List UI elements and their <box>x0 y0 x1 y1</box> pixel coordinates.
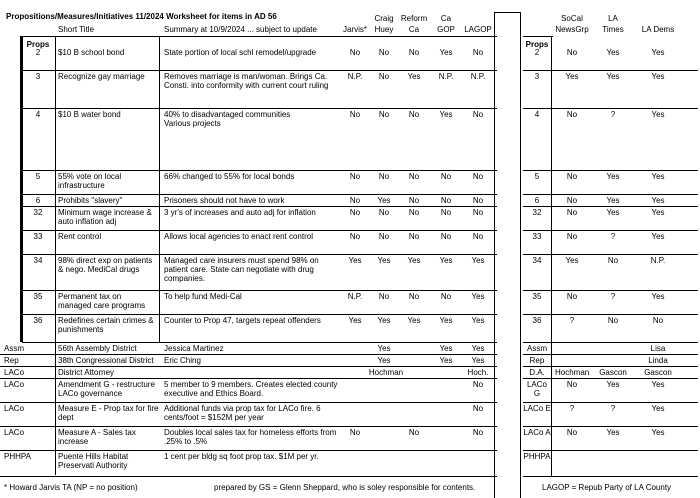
position-l: N.P. <box>470 72 486 81</box>
position-l: Yes <box>471 344 485 353</box>
race-rule <box>0 426 497 427</box>
prop-number: 6 <box>35 196 41 205</box>
prop-number-right: 2 <box>534 48 540 57</box>
position-s: ? <box>569 316 575 325</box>
position-s: No <box>566 208 578 217</box>
position-d: Yes <box>651 232 665 241</box>
prop-number-right: 34 <box>532 256 542 265</box>
position-r: No <box>408 48 420 57</box>
position-t: ? <box>610 110 616 119</box>
title-divider <box>159 36 160 342</box>
position-l: No <box>472 428 484 437</box>
prop-number: 33 <box>33 232 43 241</box>
col-reform-1: Reform <box>400 14 428 23</box>
position-h: No <box>378 292 390 301</box>
position-g: No <box>440 292 452 301</box>
position-l: Yes <box>471 316 485 325</box>
row-rule <box>22 206 497 207</box>
prop-number-right: 36 <box>532 316 542 325</box>
position-h: Yes <box>377 316 391 325</box>
position-r: No <box>408 428 420 437</box>
row-rule-right <box>523 170 698 171</box>
position-h: No <box>378 72 390 81</box>
position-t: No <box>607 316 619 325</box>
prop-summary: Removes marriage is man/woman. Brings Ca. Consti. into conformity with current court ruling <box>164 72 329 90</box>
position-j: No <box>349 172 361 181</box>
position-s: No <box>566 428 578 437</box>
row-rule-right <box>523 70 698 71</box>
col-cagop-1: Ca <box>440 14 452 23</box>
race-title: 38th Congressional District <box>58 356 154 365</box>
gap-top-rule <box>494 12 521 13</box>
race-label-right: PHHPA <box>523 452 551 461</box>
position-l: Yes <box>471 356 485 365</box>
col-latimes-1: LA <box>608 14 618 23</box>
position-l: No <box>472 232 484 241</box>
title-divider-lower <box>55 343 56 475</box>
position-s: No <box>566 292 578 301</box>
position-j: No <box>349 232 361 241</box>
race-title: Measure A - Sales tax increase <box>58 428 136 446</box>
prop-summary: 40% to disadvantaged communities Various projects <box>164 110 291 128</box>
position-t: No <box>607 256 619 265</box>
position-t: Gascon <box>599 368 627 377</box>
col-latimes-2: Times <box>602 25 624 34</box>
position-d: Yes <box>651 380 665 389</box>
position-j: No <box>349 48 361 57</box>
header-rule <box>22 36 497 37</box>
prop-number: 5 <box>35 172 41 181</box>
position-d: Yes <box>651 72 665 81</box>
props-divider <box>55 36 56 342</box>
prop-number-right: 4 <box>534 110 540 119</box>
props-right-divider <box>551 36 552 476</box>
race-label: PHHPA <box>4 452 31 461</box>
position-s: No <box>566 380 578 389</box>
col-cagop-2: GOP <box>437 25 455 34</box>
col-huey-1: Craig <box>374 14 394 23</box>
race-title: Amendment G - restructure LACo governance <box>58 380 155 398</box>
race-label: LACo <box>4 404 25 413</box>
position-g: N.P. <box>438 72 454 81</box>
position-h: Yes <box>377 356 391 365</box>
race-rule <box>0 378 497 379</box>
race-label: LACo <box>4 380 25 389</box>
prop-title: $10 B school bond <box>58 48 125 57</box>
position-r: Yes <box>407 316 421 325</box>
position-g: Yes <box>439 356 453 365</box>
race-rule-right <box>523 450 698 451</box>
position-h: No <box>378 48 390 57</box>
position-l: No <box>472 196 484 205</box>
position-j: No <box>349 428 361 437</box>
position-g: Yes <box>439 316 453 325</box>
position-g: Yes <box>439 110 453 119</box>
prop-number: 35 <box>33 292 43 301</box>
prop-summary: To help fund Medi-Cal <box>164 292 242 301</box>
position-h: No <box>378 208 390 217</box>
col-huey-2: Huey <box>374 25 394 34</box>
prop-title: Rent control <box>58 232 102 241</box>
position-l: No <box>472 172 484 181</box>
race-rule-right <box>523 366 698 367</box>
position-h: Hochman <box>368 368 404 377</box>
prop-number-right: 6 <box>534 196 540 205</box>
prop-number: 4 <box>35 110 41 119</box>
race-rule <box>0 402 497 403</box>
race-label-right: LACo G <box>526 380 547 398</box>
position-s: Yes <box>565 256 579 265</box>
col-socal-2: NewsGrp <box>555 25 589 34</box>
footer-legend: LAGOP = Repub Party of LA County <box>542 483 672 492</box>
position-s: No <box>566 48 578 57</box>
row-rule-right <box>523 254 698 255</box>
row-rule <box>22 170 497 171</box>
race-label-right: Assm <box>527 344 547 353</box>
race-rule <box>0 354 497 355</box>
col-jarvis: Jarvis* <box>342 25 367 34</box>
race-title: 56th Assembly District <box>58 344 137 353</box>
position-j: Yes <box>348 316 362 325</box>
position-g: Yes <box>439 48 453 57</box>
prop-number-right: 35 <box>532 292 542 301</box>
row-rule <box>22 70 497 71</box>
position-s: No <box>566 110 578 119</box>
header-rule-right <box>523 36 553 37</box>
race-rule-right <box>523 476 698 477</box>
position-j: N.P. <box>347 292 363 301</box>
prop-summary: Managed care insurers must spend 98% on patient care. State can negotiate with drug companies. <box>164 256 319 283</box>
position-j: No <box>349 196 361 205</box>
race-label: LACo <box>4 368 25 377</box>
prop-summary: Counter to Prop 47, targets repeat offenders <box>164 316 321 325</box>
position-g: Yes <box>439 344 453 353</box>
prop-summary: Prisoners should not have to work <box>164 196 285 205</box>
race-summary: Additional funds via prop tax for LACo fire. 6 cents/foot = $152M per year <box>164 404 321 422</box>
race-title: Puente Hills Habitat Preservati Authority <box>58 452 129 470</box>
position-d: Gascon <box>644 368 672 377</box>
position-j: Yes <box>348 256 362 265</box>
position-r: Yes <box>407 72 421 81</box>
position-l: Hoch. <box>467 368 489 377</box>
race-rule-right <box>523 354 698 355</box>
position-g: No <box>440 208 452 217</box>
prop-number-right: 3 <box>534 72 540 81</box>
race-label: LACo <box>4 428 25 437</box>
row-rule-right <box>523 290 698 291</box>
race-rule <box>0 450 497 451</box>
col-props-right: Props <box>525 40 549 49</box>
race-label-right: LACo A <box>523 428 551 437</box>
position-l: No <box>472 404 484 413</box>
position-r: No <box>408 110 420 119</box>
position-r: No <box>408 232 420 241</box>
prop-summary: State portion of local schl remodel/upgrade <box>164 48 317 57</box>
page-title: Propositions/Measures/Initiatives 11/2024 Worksheet for items in AD 56 <box>6 12 277 21</box>
prop-title: Redefines certain crimes & punishments <box>58 316 154 334</box>
prop-number-right: 32 <box>532 208 542 217</box>
prop-number-right: 5 <box>534 172 540 181</box>
position-l: Yes <box>471 292 485 301</box>
prop-title: 98% direct exp on patients & nego. MediCal drugs <box>58 256 153 274</box>
position-s: ? <box>569 404 575 413</box>
position-t: Yes <box>606 428 620 437</box>
position-t: ? <box>610 404 616 413</box>
row-rule <box>22 314 497 315</box>
position-j: No <box>349 110 361 119</box>
row-rule <box>22 254 497 255</box>
col-summary: Summary at 10/9/2024 ... subject to update <box>164 25 317 34</box>
race-title: District Attorney <box>58 368 115 377</box>
position-g: Yes <box>439 256 453 265</box>
race-rule <box>0 476 497 477</box>
position-d: Yes <box>651 404 665 413</box>
row-rule <box>22 194 497 195</box>
row-rule-right <box>523 230 698 231</box>
position-r: No <box>408 292 420 301</box>
position-h: Yes <box>377 196 391 205</box>
position-d: No <box>652 316 664 325</box>
position-r: No <box>408 196 420 205</box>
position-d: Linda <box>648 356 668 365</box>
prop-title: Recognize gay marriage <box>58 72 145 81</box>
prop-number: 3 <box>35 72 41 81</box>
race-summary: Doubles local sales tax for homeless efforts from .25% to .5% <box>164 428 337 446</box>
position-s: Yes <box>565 72 579 81</box>
footer-credit: prepared by GS = Glenn Sheppard, who is soley responsible for contents. <box>214 483 476 492</box>
position-g: No <box>440 196 452 205</box>
row-rule <box>22 342 497 343</box>
footer-note: * Howard Jarvis TA (NP = no position) <box>4 483 138 492</box>
col-ladems: LA Dems <box>641 25 675 34</box>
position-j: No <box>349 208 361 217</box>
position-t: Yes <box>606 380 620 389</box>
prop-title: Permanent tax on managed care programs <box>58 292 146 310</box>
race-label-right: LACo E <box>523 404 551 413</box>
position-r: Yes <box>407 256 421 265</box>
position-h: No <box>378 172 390 181</box>
position-j: N.P. <box>347 72 363 81</box>
row-rule-right <box>523 108 698 109</box>
race-rule-right <box>523 426 698 427</box>
race-rule-right <box>523 402 698 403</box>
race-summary: Jessica Martinez <box>164 344 224 353</box>
col-reform-2: Ca <box>408 25 420 34</box>
race-summary: 1 cent per bldg sq foot prop tax. $1M per yr. <box>164 452 319 461</box>
position-d: Yes <box>651 292 665 301</box>
prop-number-right: 33 <box>532 232 542 241</box>
position-t: Yes <box>606 208 620 217</box>
row-rule-right <box>523 314 698 315</box>
col-props: Props <box>26 40 50 49</box>
prop-summary: 3 yr's of increases and auto adj for inflation <box>164 208 316 217</box>
prop-summary: Allows local agencies to enact rent control <box>164 232 313 241</box>
prop-number: 32 <box>33 208 43 217</box>
prop-title: 55% vote on local infrastructure <box>58 172 122 190</box>
race-label-right: Rep <box>529 356 545 365</box>
position-l: No <box>472 380 484 389</box>
col-socal-1: SoCal <box>561 14 583 23</box>
race-label: Assm <box>4 344 24 353</box>
position-g: No <box>440 232 452 241</box>
position-h: Yes <box>377 344 391 353</box>
position-d: Lisa <box>650 344 666 353</box>
row-rule-right <box>523 206 698 207</box>
prop-title: Prohibits "slavery" <box>58 196 123 205</box>
position-s: No <box>566 196 578 205</box>
prop-number: 2 <box>35 48 41 57</box>
prop-summary: 66% changed to 55% for local bonds <box>164 172 295 181</box>
position-t: Yes <box>606 72 620 81</box>
position-l: No <box>472 110 484 119</box>
prop-number: 34 <box>33 256 43 265</box>
position-d: N.P. <box>650 256 666 265</box>
position-t: Yes <box>606 48 620 57</box>
race-rule <box>0 366 497 367</box>
position-d: Yes <box>651 172 665 181</box>
row-rule-right <box>523 194 698 195</box>
position-t: ? <box>610 232 616 241</box>
position-g: No <box>440 172 452 181</box>
position-s: Hochman <box>555 368 590 377</box>
position-d: Yes <box>651 48 665 57</box>
gap-right-border <box>520 12 521 498</box>
position-t: ? <box>610 292 616 301</box>
position-d: Yes <box>651 196 665 205</box>
race-label: Rep <box>4 356 19 365</box>
position-l: No <box>472 48 484 57</box>
position-t: Yes <box>606 196 620 205</box>
position-d: Yes <box>651 208 665 217</box>
row-rule-right <box>523 342 698 343</box>
position-l: Yes <box>471 256 485 265</box>
row-rule <box>22 290 497 291</box>
race-rule-right <box>523 378 698 379</box>
row-rule <box>22 108 497 109</box>
position-r: No <box>408 172 420 181</box>
position-s: No <box>566 172 578 181</box>
position-l: No <box>472 208 484 217</box>
position-h: No <box>378 110 390 119</box>
race-title: Measure E - Prop tax for fire dept <box>58 404 159 422</box>
col-short-title: Short Title <box>58 25 95 34</box>
position-s: No <box>566 232 578 241</box>
position-h: Yes <box>377 256 391 265</box>
position-d: Yes <box>651 110 665 119</box>
race-label-right: D.A. <box>529 368 545 377</box>
position-h: No <box>378 232 390 241</box>
prop-number: 36 <box>33 316 43 325</box>
position-d: Yes <box>651 428 665 437</box>
row-rule <box>22 230 497 231</box>
prop-title: Minimum wage increase & auto inflation adj <box>58 208 152 226</box>
position-t: Yes <box>606 172 620 181</box>
col-lagop: LAGOP <box>464 25 492 34</box>
race-summary: 5 member to 9 members. Creates elected county executive and Ethics Board. <box>164 380 338 398</box>
position-r: No <box>408 208 420 217</box>
prop-title: $10 B water bond <box>58 110 121 119</box>
race-summary: Eric Ching <box>164 356 201 365</box>
